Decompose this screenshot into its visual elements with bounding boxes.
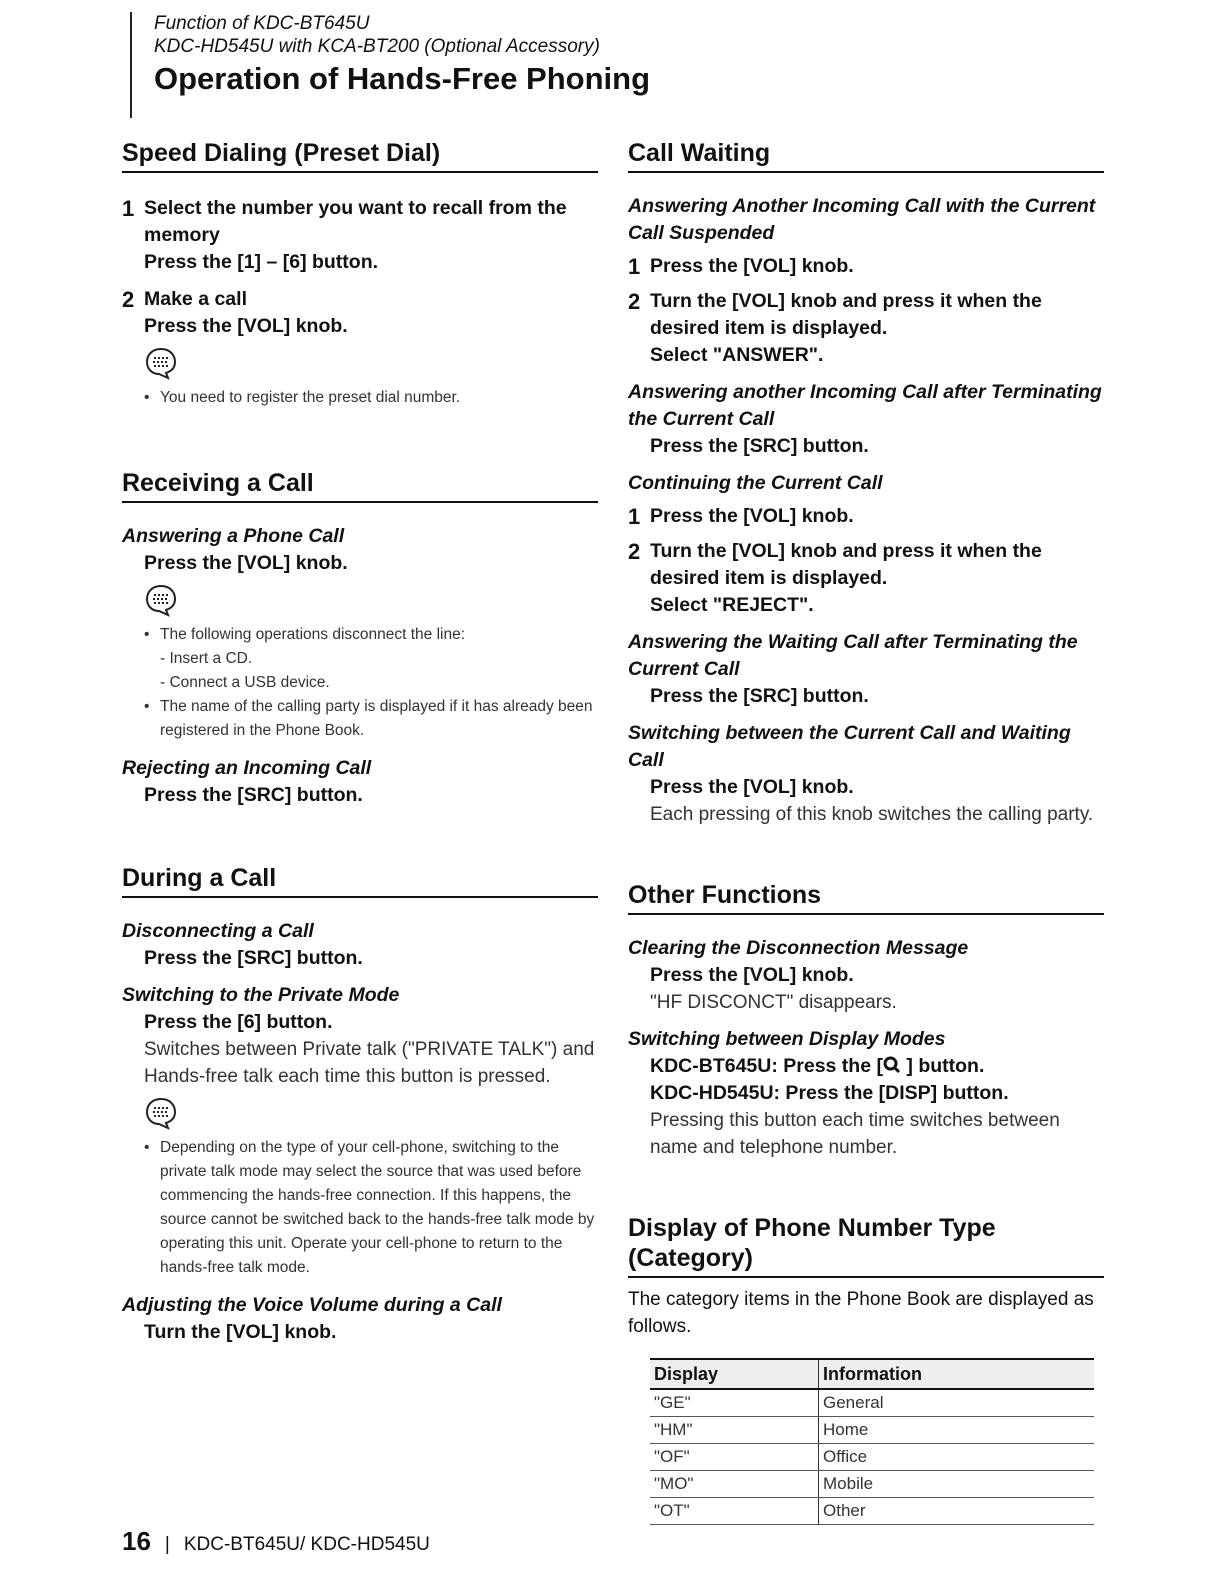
table-row: [650, 1498, 1094, 1525]
cell-display: "OT": [650, 1498, 819, 1525]
note: • The following operations disconnect the line: - Insert a CD. - Connect a USB device. • The name of the calling party is displayed if it has already been registered in the Phone Book.: [122, 623, 598, 743]
section-title-receiving: Receiving a Call: [122, 468, 598, 503]
instruction: Press the [6] button.: [144, 1011, 333, 1033]
section-title-during-call: During a Call: [122, 863, 598, 898]
instruction-part: KDC-BT645U: Press the [: [650, 1055, 883, 1077]
step-number: 2: [628, 289, 641, 314]
step-1: [122, 195, 598, 249]
instruction-part: ] button.: [900, 1055, 985, 1077]
column-header-display: Display: [650, 1359, 819, 1389]
subheading-answer-another: Answering Another Incoming Call with the Current Call Suspended: [628, 195, 1096, 244]
step-2: [628, 288, 1104, 342]
section-title-other-functions: Other Functions: [628, 880, 1104, 915]
note-icon: [144, 583, 178, 617]
step-1: [628, 253, 1104, 280]
section-title-call-waiting: Call Waiting: [628, 138, 1104, 173]
description: Pressing this button each time switches between name and telephone number.: [650, 1110, 1060, 1158]
intro-text: The category items in the Phone Book are displayed as follows.: [628, 1289, 1094, 1337]
note: • You need to register the preset dial number.: [122, 386, 598, 410]
note-icon: [144, 346, 178, 380]
instruction: Press the [VOL] knob.: [650, 964, 854, 986]
step-number: 1: [628, 504, 641, 529]
subheading-disconnecting: Disconnecting a Call: [122, 920, 314, 942]
subheading-clearing: Clearing the Disconnection Message: [628, 937, 969, 959]
step-2: [122, 286, 598, 313]
section-title-display-category: Display of Phone Number Type (Category): [628, 1213, 1104, 1278]
footer-separator: |: [164, 1534, 170, 1555]
column-header-information: Information: [819, 1359, 1095, 1389]
step-title: Make a call: [144, 288, 247, 310]
footer-model: KDC-BT645U/ KDC-HD545U: [183, 1534, 430, 1555]
step-number: 2: [628, 539, 641, 564]
note-subitem: - Insert a CD.: [160, 650, 253, 667]
table-row: [650, 1417, 1094, 1444]
subheading-rejecting: Rejecting an Incoming Call: [122, 757, 372, 779]
step-instruction: Press the [VOL] knob.: [144, 315, 348, 337]
subheading-switching-calls: Switching between the Current Call and Waiting Call: [628, 722, 1071, 771]
cell-information: Mobile: [819, 1471, 1095, 1498]
page-footer: [122, 1526, 430, 1560]
note-text: The name of the calling party is displayed if it has already been registered in the Phone Book.: [160, 698, 593, 739]
table-row: [650, 1471, 1094, 1498]
step-number: 1: [122, 196, 135, 221]
instruction: Press the [VOL] knob.: [144, 552, 348, 574]
search-icon: [883, 1056, 901, 1074]
instruction: Press the [SRC] button.: [144, 784, 363, 806]
page-header: [130, 12, 830, 118]
note-text: Depending on the type of your cell-phone, switching to the private talk mode may select the source that was used before commencing the hands-free connection. If this happens, the source cannot be switched back to the hands-free talk mode by operating this unit. Operate your cell-phone to return to the hands-free talk mode.: [160, 1139, 595, 1276]
note-icon: [144, 1096, 178, 1130]
subheading-answering: Answering a Phone Call: [122, 525, 345, 547]
description: Switches between Private talk ("PRIVATE TALK") and Hands-free talk each time this button is pressed.: [144, 1039, 595, 1087]
note: • Depending on the type of your cell-phone, switching to the private talk mode may select the source that was used before commencing the hands-free connection. If this happens, the source cannot be switched back to the hands-free talk mode by operating this unit. Operate your cell-phone to return to the hands-free talk mode.: [122, 1136, 598, 1280]
subheading-private-mode: Switching to the Private Mode: [122, 984, 400, 1006]
instruction-bt645u: [628, 1053, 1104, 1080]
table-row: [650, 1444, 1094, 1471]
instruction: Press the [SRC] button.: [650, 435, 869, 457]
section-title-speed-dialing: Speed Dialing (Preset Dial): [122, 138, 598, 173]
instruction: Press the [SRC] button.: [144, 947, 363, 969]
instruction: Press the [VOL] knob.: [650, 776, 854, 798]
step-text: Press the [VOL] knob.: [650, 255, 854, 277]
cell-display: "HM": [650, 1417, 819, 1444]
cell-information: Office: [819, 1444, 1095, 1471]
cell-information: Home: [819, 1417, 1095, 1444]
description: "HF DISCONCT" disappears.: [650, 992, 897, 1013]
step-1: [628, 503, 1104, 530]
step-text: Turn the [VOL] knob and press it when the desired item is displayed.: [650, 540, 1042, 589]
instruction: Turn the [VOL] knob.: [144, 1321, 337, 1343]
page-number: 16: [122, 1526, 151, 1556]
step-number: 1: [628, 254, 641, 279]
right-column: [628, 138, 1104, 1525]
step-instruction: Select "REJECT".: [650, 594, 814, 616]
step-instruction: Select "ANSWER".: [650, 344, 824, 366]
note-text: You need to register the preset dial number.: [160, 389, 461, 406]
category-table: [650, 1358, 1094, 1525]
subheading-voice-volume: Adjusting the Voice Volume during a Call: [122, 1294, 502, 1316]
header-line-2: KDC-HD545U with KCA-BT200 (Optional Accessory): [154, 36, 600, 57]
cell-information: General: [819, 1389, 1095, 1417]
header-line-1: Function of KDC-BT645U: [154, 13, 370, 34]
step-number: 2: [122, 287, 135, 312]
subheading-answer-after-terminating: Answering another Incoming Call after Terminating the Current Call: [628, 381, 1102, 430]
page-title: Operation of Hands-Free Phoning: [154, 61, 651, 96]
step-text: Turn the [VOL] knob and press it when the desired item is displayed.: [650, 290, 1042, 339]
table-header-row: [650, 1359, 1094, 1389]
description: Each pressing of this knob switches the calling party.: [650, 804, 1094, 825]
subheading-continuing: Continuing the Current Call: [628, 472, 883, 494]
cell-display: "OF": [650, 1444, 819, 1471]
step-text: Press the [VOL] knob.: [650, 505, 854, 527]
subheading-waiting-after-terminating: Answering the Waiting Call after Terminating the Current Call: [628, 631, 1078, 680]
cell-display: "MO": [650, 1471, 819, 1498]
instruction-hd545u: KDC-HD545U: Press the [DISP] button.: [650, 1082, 1009, 1104]
instruction: Press the [SRC] button.: [650, 685, 869, 707]
note-text: The following operations disconnect the line:: [160, 626, 466, 643]
left-column: [122, 138, 598, 1346]
step-title: Select the number you want to recall from the memory: [144, 197, 567, 246]
cell-information: Other: [819, 1498, 1095, 1525]
note-subitem: - Connect a USB device.: [160, 674, 330, 691]
step-2: [628, 538, 1104, 592]
cell-display: "GE": [650, 1389, 819, 1417]
subheading-display-modes: Switching between Display Modes: [628, 1028, 946, 1050]
table-row: [650, 1389, 1094, 1417]
step-instruction: Press the [1] – [6] button.: [144, 251, 379, 273]
